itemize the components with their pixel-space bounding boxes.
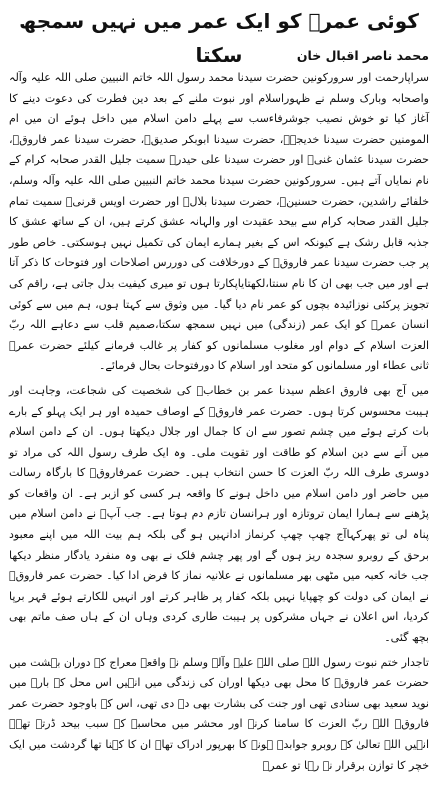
article-paragraph-3: تاجدار ختم نبوت رسول اللہ صلی اللہ علیہ وآلہ وسلم نے واقعہ معراج کے دوران بہشت میں حضرت عمر فاروقؓ کا محل بھی دیکھا اوران کی زندگی میں انہیں اس محل کے بارے میں نوید سعید بھی سنادی تھی اور جنت کی بشارت بھی دے دی تھی، اس کے باوجود حضرت عمر فاروقؓ اللہ ربّ العزت کا سامنا کرنے اور محشر میں محاسبہ کے سبب بیحد ڈرتے تھے۔ انہیں اللہ تعالیٰ کے روبرو جوابدہ ہونے کا بھرپور ادراک تھا۔ ان کا کہنا تھا گردشت میں ایک خچر کا توازن برقرار نہ رہا تو عمرؓ [9,655,429,772]
author-byline: محمد ناصر اقبال خان [296,48,429,63]
article-paragraph-2: میں آج بھی فاروق اعظم سیدنا عمر بن خطابؓ کی شخصیت کی شجاعت، وجاہت اور ہیبت محسوس کرتا ہوں۔ حضرت عمر فاروقؓ کے اوصاف حمیدہ اور ہر ایک پہلو کے بارے بات کرتے ہوئے میں چشم تصور سے ان کا جمال اور جلال دیکھتا ہوں۔ ان کے دامن اسلام میں آنے سے دین اسلام کو طاقت اور تقویت ملی۔ وہ ایک طرف رسول اللہ کی مراد تو دوسری طرف اللہ ربّ العزت کا حسن انتخاب ہیں۔ حضرت عمرفاروقؓ کا بارگاہ رسالت میں حاضر اور دامن اسلام میں داخل ہونے کا واقعہ ہر کسی کو ازبر ہے۔ ان واقعات کو پڑھنے سے ہمارا ایمان تروتازہ اور ہرانسان تازم دم ہوتا ہے۔ جب آپؓ نے دامن اسلام میں پناہ لی تو پھرکہاآج چھپ چھپ کرنماز ادانہیں ہو گی بلکہ ہم بیت اللہ میں اپنے معبود برحق کے روبرو سجدہ ریز ہوں گے اور پھر چشم فلک نے بھی وہ منفرد یادگار منظر دیکھا جب خانہ کعبہ میں مٹھی بھر مسلمانوں نے علانیہ نماز کا فرض ادا کیا۔ حضرت عمر فاروقؓ نے ایمان کی دولت کو چھپایا نہیں بلکہ کفار پر ظاہر کرتے اور انہیں للکارتے ہوئے قہر برپا کردیا، اس اعلان نے جہاں مشرکوں پر ہیبت طاری کردی وہاں ان کے ہاں صف ماتم بھی بچھ گئی۔ [9,383,429,645]
article-paragraph-1: سراپارحمت اور سرورکونین حضرت سیدنا محمد رسول اللہ خاتم النبیین صلی اللہ علیہ وآلہ واصحابہ وبارک وسلم نے ظہوراسلام اور نبوت ملنے کے بعد دین فطرت کی دعوت دینے کا آغاز کیا تو خوش نصیب جوشرفاءسب سے پہلے دامن اسلام میں داخل ہوئے ان میں ام المومنین حضرت سیدنا خدیجہؓ، حضرت سیدنا ابوبکر صدیقؓ، حضرت سیدنا عمر فاروقؓ، حضرت سیدنا عثمان غنیؓ اور حضرت سیدنا علی حیدرؓ سمیت جلیل القدر صحابہ کرام کے نام نمایاں آتے ہیں۔ سرورکونین حضرت سیدنا محمد خاتم النبیین صلی اللہ علیہ وآلہ وسلم، خلفائے راشدین، حضرت حسنینؓ، حضرت سیدنا بلالؓ اور حضرت اویس قرنیؓ سمیت تمام جلیل القدر صحابہ کرام سے بیحد عقیدت اور والہانہ عشق کرتے ہیں، ان کے ساتھ عشق کا جذبہ قابل رشک ہے کیونکہ اس کے بغیر ہمارے ایمان کی تکمیل نہیں ہوسکتی۔ خاص طور پر جب حضرت سیدنا عمر فاروقؓ کے دورخلافت کی دوررس اصلاحات اور فتوحات کا ذکر آتا ہے اور میں جب بھی ان کا نام سنتا،لکھتایاپکارتا ہوں تو میری کیفیت بدل جاتی ہے، راقم کی تجویز پرکئی نوزائیدہ بچوں کو عمر نام دیا گیا۔ میں وثوق سے کہتا ہوں، ہم میں سے کوئی انسان عمرؓ کو ایک عمر (زندگی) میں نہیں سمجھ سکتا،صمیم قلب سے دعاہے اللہ ربّ العزت اسلام کے دوام اور مغلوب مسلمانوں کو کفار پر غالب فرمانے کیلئے حضرت عمرؓ ثانی عطاء اور مسلمانوں کو متحد اور اسلام کا دورفتوحات بحال فرمائے۔ [9,71,429,373]
article-title: کوئی عمرؓ کو ایک عمر میں نہیں سمجھ سکتا [19,9,419,67]
